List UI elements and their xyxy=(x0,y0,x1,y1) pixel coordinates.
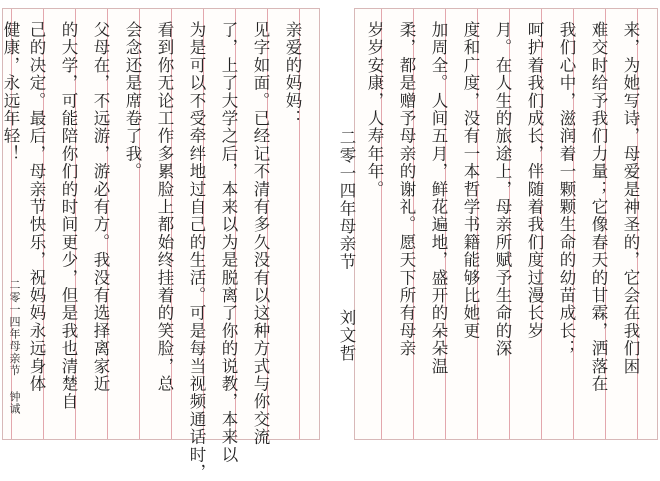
letter-line: 见字如面。已经记不清有多久没有以这种方式与你交流 xyxy=(251,21,270,446)
letter-page-right xyxy=(337,8,658,440)
letter-line: 月。在人生的旅途上，母亲所赋予生命的深 xyxy=(493,21,512,358)
letter-line: 看到你无论工作多累脸上都始终挂着的笑脸，总 xyxy=(155,21,174,393)
letter-line: 的大学，可能陪你们的时间更少，但是我也清楚自 xyxy=(59,21,78,411)
letter-line: 健康，永远年轻！ xyxy=(1,21,20,163)
letter-line: 度和广度，没有一本哲学书籍能够比她更 xyxy=(461,21,480,340)
letter-salutation: 亲爱的妈妈： xyxy=(283,21,302,128)
letter-date: 二零一四年母亲节 xyxy=(337,129,356,271)
letter-line: 己的决定。最后，母亲节快乐，祝妈妈永远身体 xyxy=(27,21,46,393)
letter-line: 为是可以不受牵绊地过自己的生活。可是每当视频通话时， xyxy=(187,21,206,481)
letter-line: 柔，都是赠予母亲的谢礼。愿天下所有母亲 xyxy=(397,21,416,358)
letter-line: 加周全。人间五月，鲜花遍地，盛开的朵朵温 xyxy=(429,21,448,375)
letter-page-left xyxy=(1,8,320,481)
letter-line: 我们心中，滋润着一颗颗生命的幼苗成长； xyxy=(557,21,576,358)
letter-line: 来，为她写诗，母爱是神圣的，它会在我们困 xyxy=(621,21,640,375)
letter-line: 难交时给予我们力量；它像春天的甘霖，洒落在 xyxy=(589,21,608,393)
letter-line: 岁岁安康，人寿年年。 xyxy=(365,21,384,198)
letter-signature: 二零一四年母亲节 钟诚 xyxy=(8,279,21,416)
letter-line: 父母在，不远游，游必有方。我没有选择离家近 xyxy=(91,21,110,393)
letter-line: 会念还是席卷了我。 xyxy=(123,21,142,181)
letter-line: 呵护着我们成长，伴随着我们度过漫长岁 xyxy=(525,21,544,340)
letter-line: 了，上了大学之后，本来以为是脱离了你的说教，本来以 xyxy=(219,21,238,464)
letter-signature: 刘文哲 xyxy=(337,309,356,363)
